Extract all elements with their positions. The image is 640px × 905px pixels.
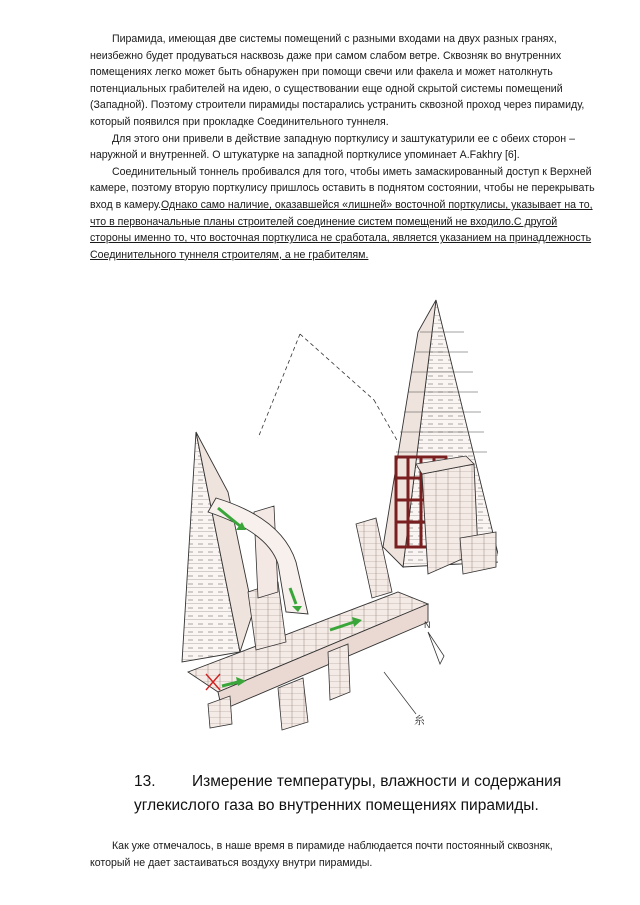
paragraph-2: Для этого они привели в действие западную порткулису и заштукатурили ее с обеих сторон – наружной и внутренней. О штукатурке на западной порткулисе упоминает A.Fakhry [6]. [90,132,575,162]
north-label: N [424,620,431,630]
closing-text [90,838,596,871]
section-number: 13. [134,773,156,790]
section-heading [134,770,604,818]
pyramid-cutaway-figure [178,292,498,732]
paragraph-3 [90,164,596,264]
closing-paragraph: Как уже отмечалось, в наше время в пирамиде наблюдается почти постоянный сквозняк, который не дает застаиваться воздуху внутри пирамиды. [90,840,553,869]
paragraph-3-text: Соединительный тоннель пробивался для того, чтобы иметь замаскированный доступ к Верхней камере, поэтому вторую порткулису пришлось оставить в поднятом состоянии, чтобы не перекрывать вход в камеру. [90,165,595,211]
dashed-line [258,334,398,442]
artist-signature: 糸 [414,714,425,727]
body-text [90,31,596,263]
section-title-line-1: Измерение температуры, влажности и содержания [192,773,562,790]
section-title-line-2: углекислого газа во внутренних помещениях пирамиды. [134,797,539,814]
paragraph-1: Пирамида, имеющая две системы помещений с разными входами на двух разных гранях, неизбежно будет продуваться насквозь даже при самом слабом ветре. Сквозняк во внутренних помещениях легко может быть обнаружен при помощи свечи или факела и может натолкнуть потенциальных грабителей на идею, о существовании еще одной скрытой системы помещений (Западной). Поэтому строители пирамиды постарались устранить сквозной проход через пирамиду, который появился при прокладке Соединительного туннеля. [90,33,585,128]
underlined-sentence-2: С другой стороны именно то, что восточная порткулиса не сработала, является указанием на принадлежность Соединительного туннеля строителям, а не грабителям. [90,215,592,261]
underlined-sentence-1: Однако само наличие, оказавшейся «лишней» восточной порткулисы, указывает на то, что в первоначальные планы строителей соединение систем помещений не входило. [90,198,593,228]
left-pyramid [182,432,253,662]
